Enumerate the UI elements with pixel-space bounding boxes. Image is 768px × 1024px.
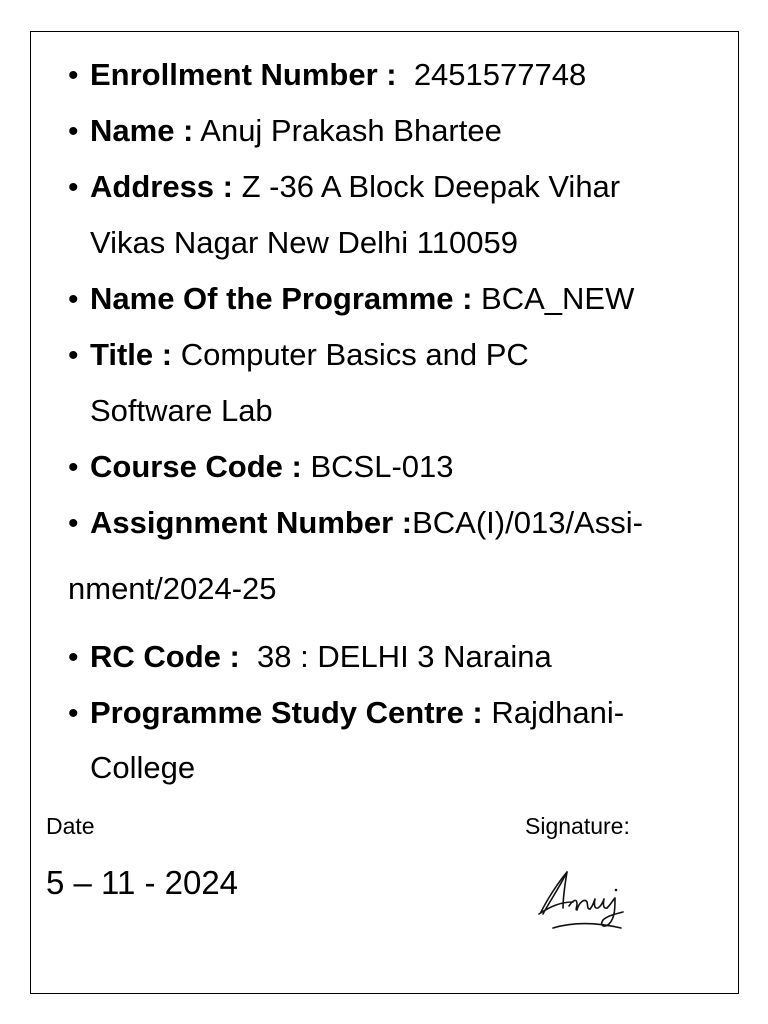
field-programme-name [68,281,634,318]
field-label: Name : [90,113,194,148]
field-title [68,337,529,374]
field-label: Title : [90,337,173,372]
date-label: Date [46,813,95,839]
bullet-icon: • [68,641,79,674]
field-value: 38 : DELHI 3 Naraina [239,639,552,674]
bullet-icon: • [68,339,79,372]
bullet-icon: • [68,451,79,484]
field-rc-code [68,639,552,676]
field-label: RC Code : [90,639,240,674]
field-value: BCA(I)/013/Assi- [412,505,643,540]
bullet-icon: • [68,171,79,204]
field-label: Name Of the Programme : [90,281,473,316]
field-label: Programme Study Centre : [90,695,483,730]
field-value: Rajdhani- [482,695,625,730]
bullet-icon: • [68,59,79,92]
bullet-icon: • [68,697,79,730]
field-assignment-number [68,505,643,542]
field-value: BCSL-013 [301,449,454,484]
date-value: 5 – 11 - 2024 [46,864,239,901]
field-address [68,169,620,206]
field-course-code [68,449,454,486]
signature-label: Signature: [525,813,630,839]
field-address-continued: Vikas Nagar New Delhi 110059 [90,225,518,260]
field-name [68,113,502,150]
signature-image [533,862,643,940]
field-enrollment-number [68,57,586,94]
field-study-centre [68,695,624,732]
field-label: Course Code : [90,449,302,484]
field-value: Anuj Prakash Bhartee [193,113,502,148]
field-value: Computer Basics and PC [172,337,529,372]
field-title-continued: Software Lab [90,393,273,428]
field-assignment-number-continued: nment/2024-25 [68,571,277,606]
field-label: Enrollment Number : [90,57,397,92]
field-label: Assignment Number : [90,505,413,540]
field-value: Z -36 A Block Deepak Vihar [232,169,621,204]
bullet-icon: • [68,283,79,316]
field-value: BCA_NEW [472,281,635,316]
field-label: Address : [90,169,233,204]
field-value: 2451577748 [396,57,587,92]
field-study-centre-continued: College [90,750,196,785]
bullet-icon: • [68,115,79,148]
bullet-icon: • [68,507,79,540]
